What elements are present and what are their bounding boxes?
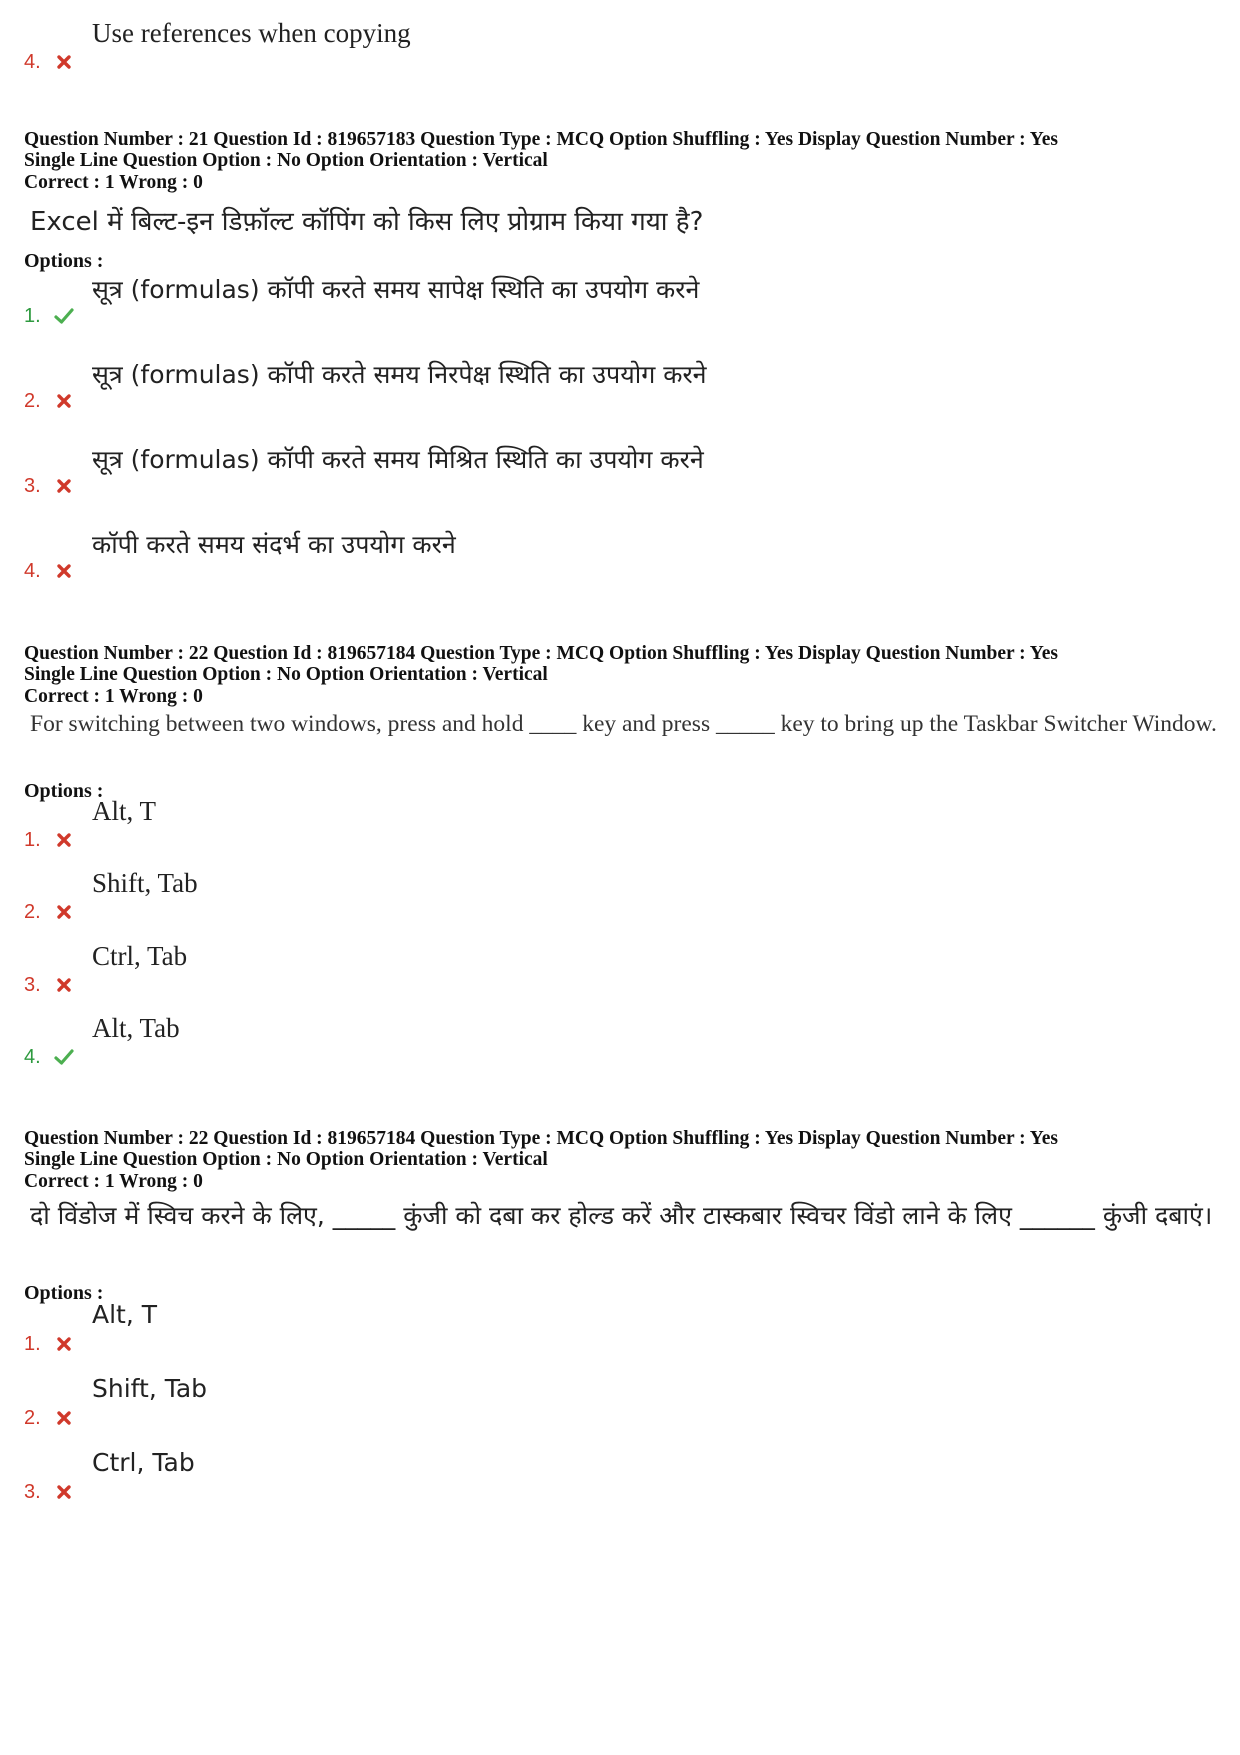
meta-line: Question Number : 22 Question Id : 819657184 Question Type : MCQ Option Shuffling : Yes Display Question Number : Yes: [24, 1128, 1058, 1149]
option-number: 2.: [24, 901, 41, 923]
options-label: Options :: [24, 1282, 104, 1304]
score-line: Correct : 1 Wrong : 0: [24, 686, 203, 707]
option-number: 1.: [24, 829, 41, 851]
meta-line: Single Line Question Option : No Option Orientation : Vertical: [24, 664, 548, 685]
question-text: Excel में बिल्ट-इन डिफ़ॉल्ट कॉपिंग को किस लिए प्रोग्राम किया गया है?: [30, 207, 704, 237]
question-meta: [24, 1128, 1058, 1170]
cross-icon: [54, 1482, 74, 1502]
check-icon: [54, 1047, 74, 1067]
cross-icon: [54, 830, 74, 850]
question-meta: [24, 129, 1058, 171]
cross-icon: [54, 476, 74, 496]
cross-icon: [54, 52, 74, 72]
option-number: 4.: [24, 1046, 41, 1068]
option-number: 4.: [24, 51, 41, 73]
option-text: Use references when copying: [92, 18, 411, 48]
option-text: Alt, T: [92, 1300, 158, 1329]
option-number: 2.: [24, 390, 41, 412]
score-line: Correct : 1 Wrong : 0: [24, 1171, 203, 1192]
option-number: 3.: [24, 974, 41, 996]
cross-icon: [54, 391, 74, 411]
option-number: 4.: [24, 560, 41, 582]
meta-line: Question Number : 21 Question Id : 819657183 Question Type : MCQ Option Shuffling : Yes Display Question Number : Yes: [24, 129, 1058, 150]
option-text: Shift, Tab: [92, 1374, 208, 1403]
option-text: सूत्र (formulas) कॉपी करते समय निरपेक्ष स्थिति का उपयोग करने: [92, 360, 707, 389]
question-meta: [24, 643, 1058, 685]
option-number: 1.: [24, 1333, 41, 1355]
meta-line: Single Line Question Option : No Option Orientation : Vertical: [24, 150, 548, 171]
question-text: For switching between two windows, press and hold ____ key and press _____ key to bring up the Taskbar Switcher Window.: [30, 711, 1217, 737]
option-number: 2.: [24, 1407, 41, 1429]
cross-icon: [54, 1408, 74, 1428]
option-text: Ctrl, Tab: [92, 1448, 195, 1477]
options-label: Options :: [24, 780, 104, 802]
check-icon: [54, 306, 74, 326]
cross-icon: [54, 902, 74, 922]
cross-icon: [54, 1334, 74, 1354]
option-text: कॉपी करते समय संदर्भ का उपयोग करने: [92, 530, 456, 559]
meta-line: Question Number : 22 Question Id : 819657184 Question Type : MCQ Option Shuffling : Yes Display Question Number : Yes: [24, 643, 1058, 664]
option-text: सूत्र (formulas) कॉपी करते समय मिश्रित स्थिति का उपयोग करने: [92, 445, 704, 474]
option-text: Alt, Tab: [92, 1013, 180, 1043]
question-text: दो विंडोज में स्विच करने के लिए, _____ कुंजी को दबा कर होल्ड करें और टास्कबार स्विचर विंडो लाने के लिए ______ कुंजी दबाएं।: [30, 1201, 1213, 1230]
option-text: सूत्र (formulas) कॉपी करते समय सापेक्ष स्थिति का उपयोग करने: [92, 275, 700, 304]
option-number: 1.: [24, 305, 41, 327]
options-label: Options :: [24, 250, 104, 272]
option-text: Alt, T: [92, 796, 157, 826]
meta-line: Single Line Question Option : No Option Orientation : Vertical: [24, 1149, 548, 1170]
option-text: Ctrl, Tab: [92, 941, 188, 971]
cross-icon: [54, 561, 74, 581]
option-text: Shift, Tab: [92, 868, 198, 898]
option-number: 3.: [24, 1481, 41, 1503]
cross-icon: [54, 975, 74, 995]
option-number: 3.: [24, 475, 41, 497]
score-line: Correct : 1 Wrong : 0: [24, 172, 203, 193]
